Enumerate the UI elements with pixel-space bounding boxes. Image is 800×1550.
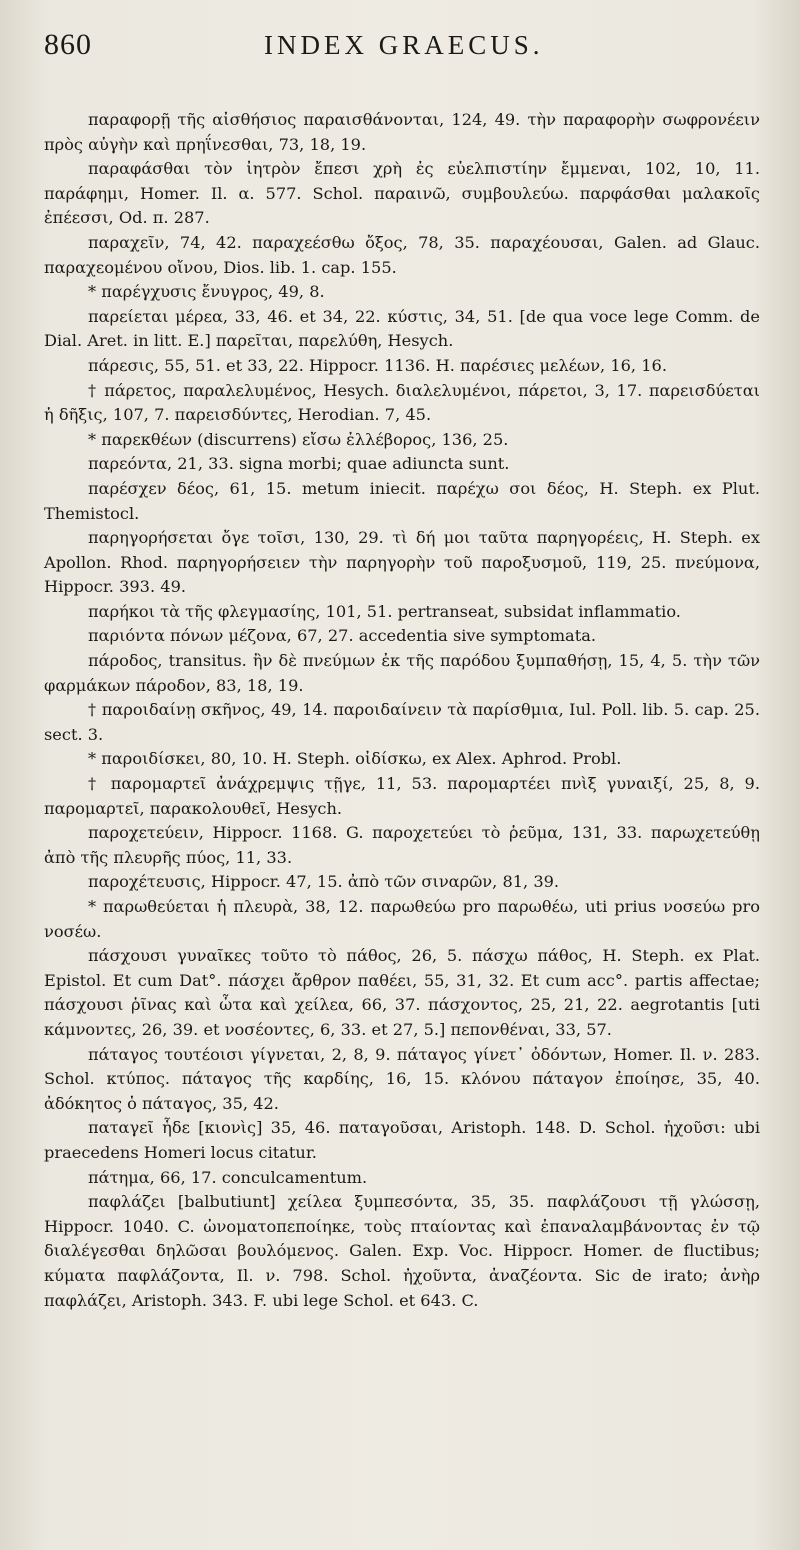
index-entry: † παροιδαίνῃ σκῆνος, 49, 14. παροιδαίνειν τὰ παρίσθμια, Iul. Poll. lib. 5. cap. 25. sect. 3.	[44, 700, 760, 744]
page-header	[44, 28, 760, 90]
index-entry: παφλάζει [balbutiunt] χείλεα ξυμπεσόντα, 35, 35. παφλάζουσι τῇ γλώσσῃ, Hippocr. 1040. C. ὠνοματοπεποίηκε, τοὺς πταίοντας καὶ ἐπαναλαμβάνοντας ἐν τῷ διαλέγεσθαι δηλῶσαι βουλόμενος. Galen. Exp. Voc. Hippocr. Homer. de fluctibus; κύματα παφλάζοντα, Il. ν. 798. Schol. ἠχοῦντα, ἀναζέοντα. Sic de irato; ἀνὴρ παφλάζει, Aristoph. 343. F. ubi lege Schol. et 643. C.	[44, 1192, 760, 1310]
index-entry: πάροδος, transitus. ἢν δὲ πνεύμων ἐκ τῆς παρόδου ξυμπαθήσῃ, 15, 4, 5. τὴν τῶν φαρμάκων πάροδον, 83, 18, 19.	[44, 651, 760, 695]
index-entry: παροχετεύειν, Hippocr. 1168. G. παροχετεύει τὸ ῥεῦμα, 131, 33. παρωχετεύθῃ ἀπὸ τῆς πλευρῆς πύος, 11, 33.	[44, 823, 760, 867]
index-entry: παρείεται μέρεα, 33, 46. et 34, 22. κύστις, 34, 51. [de qua voce lege Comm. de Dial. Aret. in litt. E.] παρεῖται, παρελύθη, Hesych.	[44, 306, 760, 351]
index-entry: παραφάσθαι τὸν ἰητρὸν ἔπεσι χρὴ ἐς εὐελπιστίην ἔμμεναι, 102, 10, 11. παράφημι, Homer. Il. α. 577. Schol. παραινῶ, συμβουλεύω. παρφάσθαι μαλακοῖς ἐπέεσσι, Od. π. 287.	[44, 159, 760, 228]
index-entry: πάτημα, 66, 17. conculcamentum.	[88, 1167, 368, 1187]
page-number: 860	[44, 28, 92, 61]
index-entry: † πάρετος, παραλελυμένος, Hesych. διαλελυμένοι, πάρετοι, 3, 17. παρεισδύεται ἡ δῆξις, 107, 7. παρεισδύντες, Herodian. 7, 45.	[44, 380, 760, 425]
index-entry: * παρέγχυσις ἔνυγρος, 49, 8.	[88, 282, 325, 302]
index-entry: παταγεῖ ἧδε [κιονὶς] 35, 46. παταγοῦσαι, Aristoph. 148. D. Schol. ἠχοῦσι: ubi praecedens Homeri locus citatur.	[44, 1118, 760, 1162]
index-entry: πάταγος τουτέοισι γίγνεται, 2, 8, 9. πάταγος γίνετ᾽ ὀδόντων, Homer. Il. ν. 283. Schol. κτύπος. πάταγος τῆς καρδίης, 16, 15. κλόνου πάταγον ἐποίησε, 35, 40. ἀδόκητος ὁ πάταγος, 35, 42.	[44, 1044, 760, 1113]
index-entry: παροχέτευσις, Hippocr. 47, 15. ἀπὸ τῶν σιναρῶν, 81, 39.	[88, 872, 560, 892]
index-entry: παρέσχεν δέος, 61, 15. metum iniecit. παρέχω σοι δέος, H. Steph. ex Plut. Themistocl.	[44, 478, 760, 523]
index-entry: * παροιδίσκει, 80, 10. H. Steph. οἰδίσκω, ex Alex. Aphrod. Probl.	[88, 749, 622, 769]
index-entry: † παρομαρτεῖ ἀνάχρεμψις τῇγε, 11, 53. παρομαρτέει πνὶξ γυναιξί, 25, 8, 9. παρομαρτεῖ, παρακολουθεῖ, Hesych.	[44, 774, 760, 818]
index-entry: παραχεῖν, 74, 42. παραχεέσθω ὄξος, 78, 35. παραχέουσαι, Galen. ad Glauc. παραχεομένου οἴνου, Dios. lib. 1. cap. 155.	[44, 232, 760, 277]
index-entry: παριόντα πόνων μέζονα, 67, 27. accedentia sive symptomata.	[88, 626, 597, 646]
index-entry: * παρεκθέων (discurrens) εἴσω ἐλλέβορος, 136, 25.	[88, 429, 509, 449]
index-entry: παραφορῇ τῆς αἰσθήσιος παραισθάνονται, 124, 49. τὴν παραφορὴν σωφρονέειν πρὸς αὐγὴν καὶ πρηΐνεσθαι, 73, 18, 19.	[44, 110, 760, 154]
index-entry: * παρωθεύεται ἡ πλευρὰ, 38, 12. παρωθεύω pro παρωθέω, uti prius νοσεύω pro νοσέω.	[44, 897, 760, 941]
index-entry: παρηγορήσεται ὄγε τοῖσι, 130, 29. τὶ δή μοι ταῦτα παρηγορέεις, H. Steph. ex Apollon. Rhod. παρηγορήσειεν τὴν παρηγορὴν τοῦ παροξυσμοῦ, 119, 25. πνεύμονα, Hippocr. 393. 49.	[44, 528, 760, 597]
running-title: INDEX GRAECUS.	[264, 30, 544, 60]
index-entry: πάσχουσι γυναῖκες τοῦτο τὸ πάθος, 26, 5. πάσχω πάθος, H. Steph. ex Plat. Epistol. Et cum Dat°. πάσχει ἄρθρον παθέει, 55, 31, 32. Et cum acc°. partis affectae; πάσχουσι ῥῖνας καὶ ὦτα καὶ χείλεα, 66, 37. πάσχοντος, 25, 21, 22. aegrotantis [uti κάμνοντες, 26, 39. et νοσέοντες, 6, 33. et 27, 5.] πεπονθέναι, 33, 57.	[44, 946, 760, 1039]
index-entry: παρήκοι τὰ τῆς φλεγμασίης, 101, 51. pertranseat, subsidat inflammatio.	[88, 601, 681, 621]
index-entries	[44, 108, 760, 1313]
index-entry: πάρεσις, 55, 51. et 33, 22. Hippocr. 1136. H. παρέσιες μελέων, 16, 16.	[88, 355, 667, 375]
index-entry: παρεόντα, 21, 33. signa morbi; quae adiuncta sunt.	[88, 454, 510, 474]
